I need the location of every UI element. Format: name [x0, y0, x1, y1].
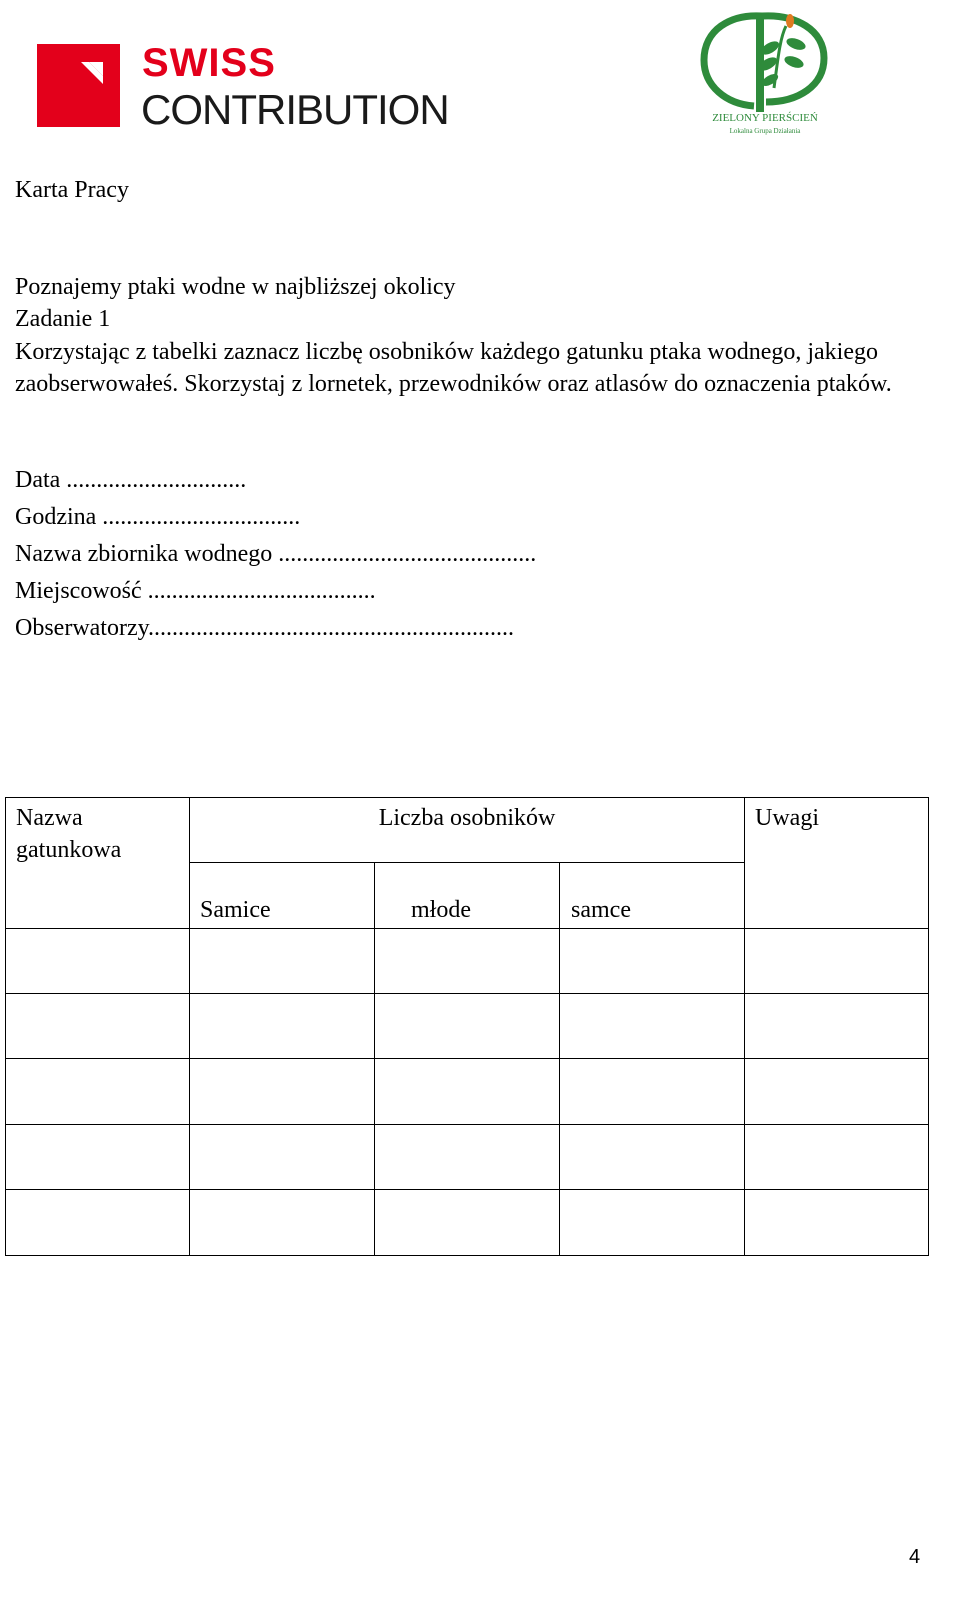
table-cell[interactable] [190, 1190, 375, 1256]
young-header-cell [375, 863, 560, 929]
table-cell[interactable] [6, 994, 190, 1059]
date-field: Data .............................. [15, 467, 247, 493]
swiss-logo-word: SWISS [142, 41, 276, 85]
notes-header-cell [745, 798, 929, 929]
table-cell[interactable] [6, 1125, 190, 1190]
contribution-logo-word: CONTRIBUTION [141, 86, 449, 133]
table-cell[interactable] [745, 1190, 929, 1256]
table-cell[interactable] [375, 994, 560, 1059]
table-cell[interactable] [190, 1125, 375, 1190]
count-header: Liczba osobników [378, 805, 556, 831]
table-cell[interactable] [560, 994, 745, 1059]
table-cell[interactable] [745, 1059, 929, 1125]
table-row [6, 929, 929, 994]
table-row [6, 994, 929, 1059]
task-instructions: Korzystając z tabelki zaznacz liczbę osobników każdego gatunku ptaka wodnego, jakiego zaobserwowałeś. Skorzystaj z lornetek, przewodników oraz atlasów do oznaczenia ptaków. [15, 339, 892, 397]
table-row [6, 1059, 929, 1125]
males-header: samce [571, 897, 631, 923]
table-cell[interactable] [6, 929, 190, 994]
males-header-cell [560, 863, 745, 929]
swiss-contribution-logo [37, 41, 457, 136]
table-cell[interactable] [190, 1059, 375, 1125]
count-header-cell [190, 798, 745, 863]
table-cell[interactable] [375, 1059, 560, 1125]
observation-table [5, 797, 929, 1256]
table-cell[interactable] [745, 994, 929, 1059]
swiss-flag-corner-icon [37, 44, 120, 127]
young-header: młode [411, 897, 471, 923]
table-cell[interactable] [560, 929, 745, 994]
females-header-cell [190, 863, 375, 929]
zielony-pierscien-name: ZIELONY PIERŚCIEŃ [712, 112, 818, 124]
worksheet-title: Karta Pracy [15, 177, 129, 203]
zielony-pierscien-subtitle: Lokalna Grupa Działania [729, 127, 801, 135]
table-cell[interactable] [560, 1059, 745, 1125]
table-row [6, 1190, 929, 1256]
table-cell[interactable] [560, 1125, 745, 1190]
locality-field: Miejscowość ...................................... [15, 578, 376, 604]
task-label: Zadanie 1 [15, 306, 111, 332]
time-field: Godzina ................................. [15, 504, 301, 530]
table-cell[interactable] [375, 1190, 560, 1256]
table-header-row [6, 798, 929, 863]
females-header: Samice [200, 897, 271, 923]
table-cell[interactable] [6, 1190, 190, 1256]
table-cell[interactable] [560, 1190, 745, 1256]
page-number: 4 [909, 1546, 921, 1568]
table-cell[interactable] [745, 1125, 929, 1190]
notes-header: Uwagi [755, 805, 819, 831]
species-header: Nazwa gatunkowa [16, 805, 122, 863]
table-cell[interactable] [190, 994, 375, 1059]
water-body-field: Nazwa zbiornika wodnego ........................................... [15, 541, 537, 567]
table-row [6, 1125, 929, 1190]
table-cell[interactable] [375, 929, 560, 994]
table-cell[interactable] [190, 929, 375, 994]
table-cell[interactable] [375, 1125, 560, 1190]
table-cell[interactable] [745, 929, 929, 994]
species-header-cell [6, 798, 190, 929]
topic-line: Poznajemy ptaki wodne w najbliższej okolicy [15, 274, 456, 300]
table-cell[interactable] [6, 1059, 190, 1125]
observers-field: Obserwatorzy............................................................. [15, 615, 515, 641]
